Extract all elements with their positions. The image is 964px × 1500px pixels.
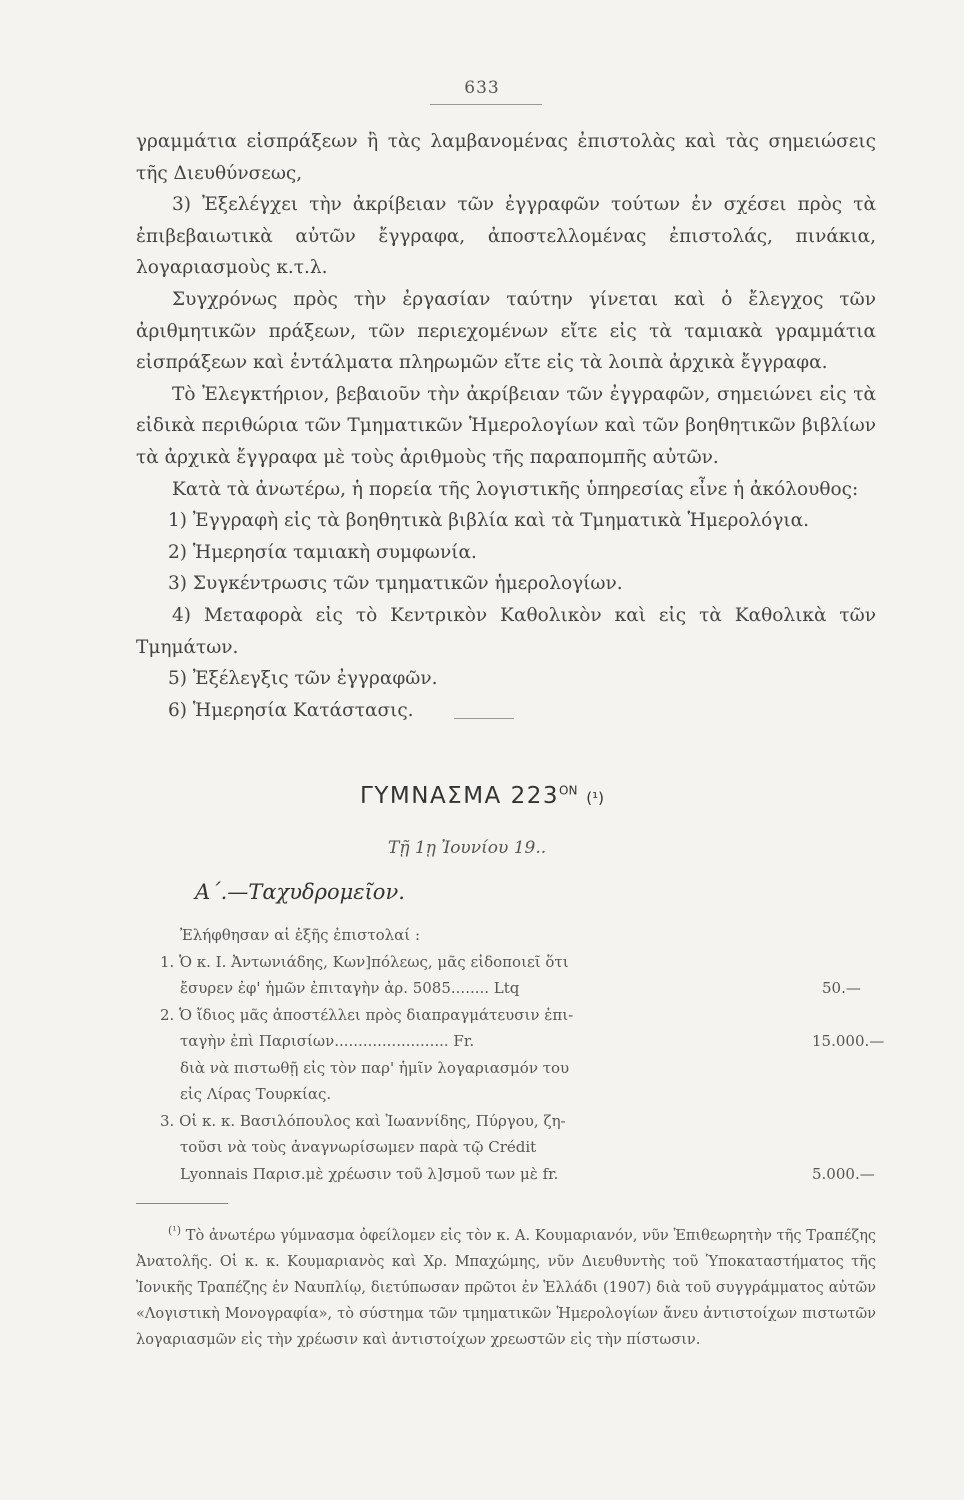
- entry-2-text: ταγὴν ἐπὶ Παρισίων........................ Fr.: [180, 1032, 475, 1050]
- footnote: [136, 1218, 876, 1353]
- procedure-step-6: 6) Ἡμερησία Κατάστασις.: [168, 699, 414, 721]
- entry-2-line-1: 2. Ὁ ἴδιος μᾶς ἀποστέλλει πρὸς διαπραγμάτευσιν ἐπι-: [160, 1005, 574, 1024]
- entry-3-text: Lyonnais Παρισ.μὲ χρέωσιν τοῦ λ]σμοῦ των μὲ fr.: [180, 1164, 559, 1183]
- procedure-step-3: 3) Συγκέντρωσις τῶν τμηματικῶν ἡμερολογίων.: [168, 573, 623, 595]
- paragraph-procedure: Κατὰ τὰ ἀνωτέρω, ἡ πορεία τῆς λογιστικῆς ὑπηρεσίας εἶνε ἡ ἀκόλουθος:: [172, 478, 859, 500]
- entry-3-line-1: 3. Οἱ κ. κ. Βασιλόπουλος καὶ Ἰωαννίδης, Πύργου, ζη-: [160, 1111, 566, 1130]
- mail-entries: [160, 922, 885, 1187]
- paragraph-arithmetic-check: Συγχρόνως πρὸς τὴν ἐργασίαν ταύτην γίνεται καὶ ὁ ἔλεγχος τῶν ἀριθμητικῶν πράξεων, τῶν περιεχομένων εἴτε εἰς τὰ ταμιακὰ γραμμάτια εἰσπράξεων καὶ ἐντάλματα πληρωμῶν εἴτε εἰς τὰ λοιπὰ ἀρχικὰ ἔγγραφα.: [136, 288, 876, 374]
- section-divider: [454, 718, 514, 719]
- entry-3-amount: 5.000.—: [812, 1164, 875, 1183]
- paragraph-audit-office: Τὸ Ἐλεγκτήριον, βεβαιοῦν τὴν ἀκρίβειαν τῶν ἐγγραφῶν, σημειώνει εἰς τὰ εἰδικὰ περιθώρια τῶν Τμηματικῶν Ἡμερολογίων καὶ τῶν βοηθητικῶν βιβλίων τὰ ἀρχικὰ ἔγγραφα μὲ τοὺς ἀριθμοὺς τῆς παραπομπῆς αὐτῶν.: [136, 383, 876, 468]
- entry-3-line-3: [160, 1161, 875, 1188]
- page-number: 633: [464, 78, 500, 98]
- footnote-divider: [136, 1203, 228, 1204]
- entry-1-text: ἔσυρεν ἐφ' ἡμῶν ἐπιταγὴν ἀρ. 5085........ Ltq: [180, 979, 520, 997]
- footnote-mark: (¹): [168, 1224, 181, 1237]
- body-text: [136, 126, 876, 726]
- item-3-paragraph: 3) Ἐξελέγχει τὴν ἀκρίβειαν τῶν ἐγγραφῶν τούτων ἐν σχέσει πρὸς τὰ ἐπιβεβαιωτικὰ αὐτῶν ἔγγραφα, ἀποστελλομένας ἐπιστολάς, πινάκια, λογαριασμοὺς κ.τ.λ.: [136, 194, 876, 279]
- entry-2-line-2: [160, 1028, 885, 1055]
- exercise-heading: [0, 783, 964, 809]
- entry-2-line-4: εἰς Λίρας Τουρκίας.: [180, 1085, 332, 1103]
- exercise-title-suffix: ΟΝ: [559, 783, 578, 798]
- procedure-step-4: 4) Μεταφορὰ εἰς τὸ Κεντρικὸν Καθολικὸν καὶ εἰς τὰ Καθολικὰ τῶν Τμημάτων.: [136, 604, 876, 658]
- footnote-reference: (¹): [586, 789, 604, 807]
- entry-1-line-2: [160, 975, 861, 1002]
- entries-intro: Ἐλήφθησαν αἱ ἑξῆς ἐπιστολαί :: [180, 926, 421, 944]
- entry-2-line-3: διὰ νὰ πιστωθῇ εἰς τὸν παρ' ἡμῖν λογαριασμόν του: [180, 1058, 570, 1077]
- page-number-rule: [430, 104, 542, 105]
- section-heading-mail: Α΄.—Ταχυδρομεῖον.: [195, 880, 405, 904]
- footnote-text: Τὸ ἀνωτέρω γύμνασμα ὀφείλομεν εἰς τὸν κ. Α. Κουμαριανόν, νῦν Ἐπιθεωρητὴν τῆς Τραπέζης Ἀνατολῆς. Οἱ κ. κ. Κουμαριανὸς καὶ Χρ. Μπαχώμης, νῦν Διευθυντὴς τοῦ Ὑποκαταστήματος τῆς Ἰονικῆς Τραπέζης ἐν Ναυπλίῳ, διετύπωσαν πρῶτοι ἐν Ἑλλάδι (1907) διὰ τοῦ συγγράμματος αὐτῶν «Λογιστικὴ Μονογραφία», τὸ σύστημα τῶν τμηματικῶν Ἡμερολογίων ἄνευ ἀντιστοίχων πιστωτῶν λογαριασμῶν εἰς τὴν χρέωσιν καὶ ἀντιστοίχων χρεωστῶν εἰς τὴν πίστωσιν.: [136, 1227, 876, 1348]
- exercise-date: Τῇ 1ῃ Ἰουνίου 19..: [388, 838, 547, 858]
- exercise-title: ΓΥΜΝΑΣΜΑ 223: [360, 783, 559, 809]
- entry-2-amount: 15.000.—: [812, 1032, 885, 1050]
- procedure-step-1: 1) Ἐγγραφὴ εἰς τὰ βοηθητικὰ βιβλία καὶ τὰ Τμηματικὰ Ἡμερολόγια.: [168, 510, 810, 532]
- entry-3-line-2: τοῦσι νὰ τοὺς ἀναγνωρίσωμεν παρὰ τῷ Crédit: [180, 1138, 537, 1156]
- procedure-step-2: 2) Ἡμερησία ταμιακὴ συμφωνία.: [168, 541, 477, 563]
- procedure-step-5: 5) Ἐξέλεγξις τῶν ἐγγραφῶν.: [168, 668, 438, 690]
- entry-1-line-1: 1. Ὁ κ. Ι. Ἀντωνιάδης, Κων]πόλεως, μᾶς εἰδοποιεῖ ὅτι: [160, 952, 569, 971]
- continuation-paragraph: γραμμάτια εἰσπράξεων ἢ τὰς λαμβανομένας ἐπιστολὰς καὶ τὰς σημειώσεις τῆς Διευθύνσεως,: [136, 131, 876, 184]
- entry-1-amount: 50.—: [822, 979, 861, 997]
